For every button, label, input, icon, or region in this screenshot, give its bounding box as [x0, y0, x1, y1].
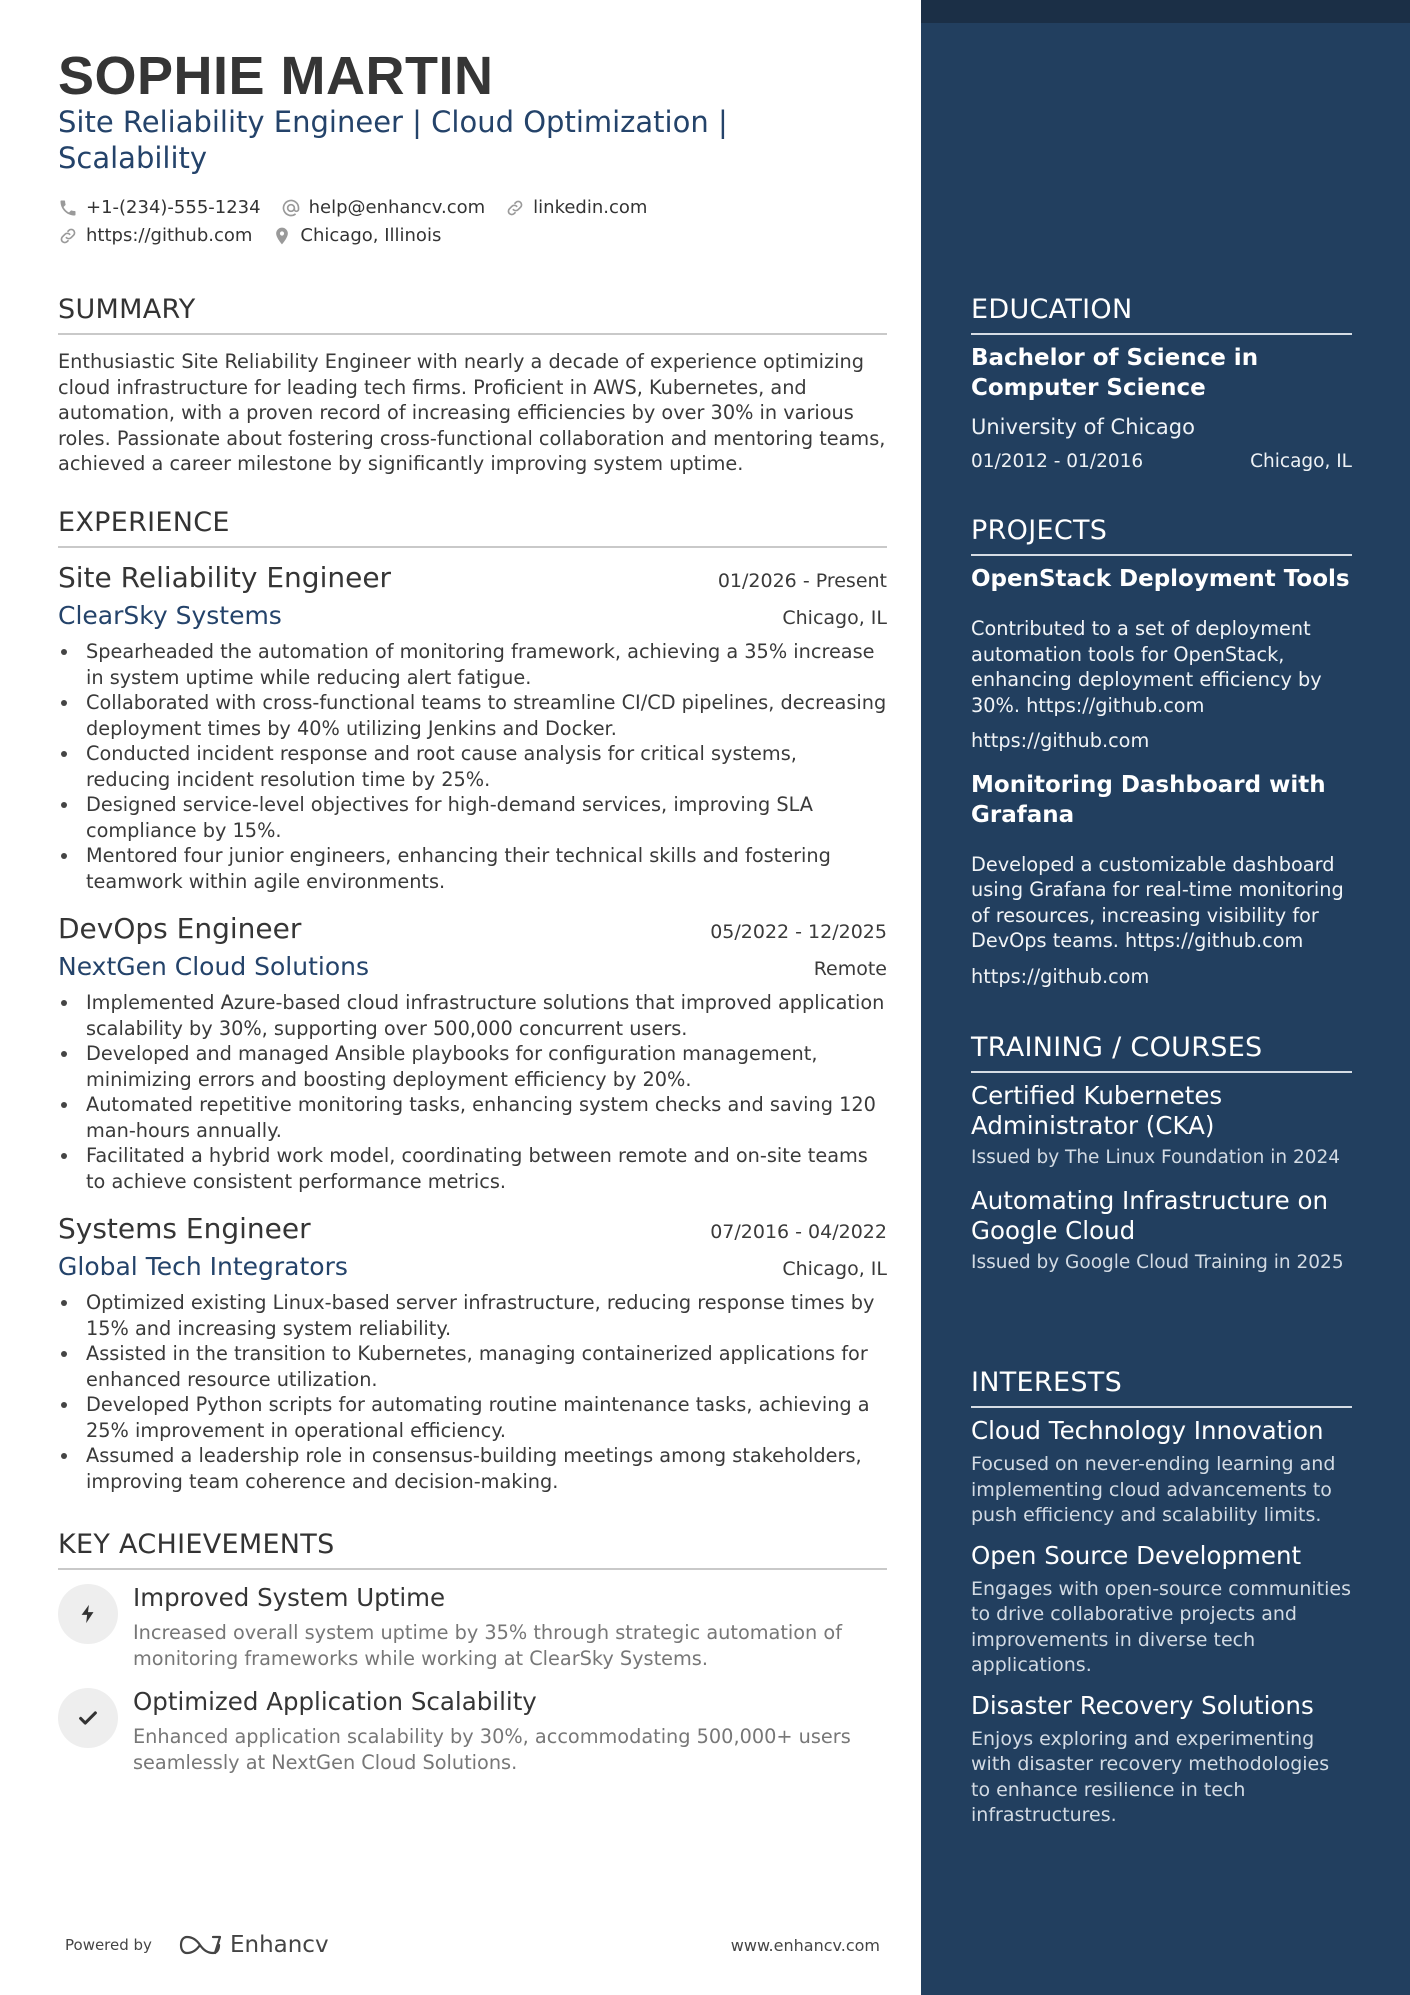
achievement-title: Improved System Uptime	[133, 1583, 446, 1612]
bullet-item: Spearheaded the automation of monitoring framework, achieving a 35% increase in system uptime while reducing alert fatigue.	[58, 639, 887, 690]
candidate-name: SOPHIE MARTIN	[58, 46, 494, 106]
interest-desc: Focused on never-ending learning and implementing cloud advancements to push efficiency and scalability limits.	[971, 1453, 1336, 1526]
training-section	[971, 1031, 1352, 1275]
training-title: Automating Infrastructure on Google Cloud	[971, 1186, 1328, 1245]
sidebar	[921, 0, 1410, 1995]
achievement-desc: Increased overall system uptime by 35% through strategic automation of monitoring frameworks while working at ClearSky Systems.	[133, 1621, 842, 1670]
project-desc: Contributed to a set of deployment automation tools for OpenStack, enhancing deployment efficiency by 30%. https://github.com	[971, 617, 1322, 717]
job-entry	[58, 912, 887, 1194]
bullet-item: Conducted incident response and root cause analysis for critical systems, reducing incident resolution time by 25%.	[58, 741, 887, 792]
job-entry	[58, 561, 887, 894]
linkedin-text: linkedin.com	[533, 197, 648, 218]
github-text: https://github.com	[86, 225, 253, 246]
interest-title: Open Source Development	[971, 1540, 1302, 1570]
enhancv-logo[interactable]	[178, 1932, 329, 1958]
education-section	[971, 293, 1352, 472]
job-dates: 05/2022 - 12/2025	[710, 921, 887, 943]
education-location: Chicago, IL	[1250, 451, 1352, 472]
link-icon	[505, 198, 525, 218]
footer	[65, 1930, 880, 1960]
education-degree: Bachelor of Science in Computer Science	[971, 345, 1259, 401]
bullet-item: Collaborated with cross-functional teams to streamline CI/CD pipelines, decreasing deployment times by 40% utilizing Jenkins and Docker.	[58, 690, 887, 741]
summary-heading: SUMMARY	[58, 293, 887, 335]
experience-heading: EXPERIENCE	[58, 506, 887, 548]
powered-by	[65, 1932, 329, 1958]
lightning-bolt-icon	[77, 1603, 99, 1625]
sidebar-top-band	[921, 0, 1410, 23]
projects-heading: PROJECTS	[971, 514, 1352, 556]
job-location: Remote	[813, 958, 887, 980]
bullet-item: Automated repetitive monitoring tasks, enhancing system checks and saving 120 man-hours annually.	[58, 1092, 887, 1143]
contact-info	[58, 194, 887, 250]
job-title: DevOps Engineer	[58, 912, 302, 945]
interest-desc: Engages with open-source communities to drive collaborative projects and improvements in diverse tech applications.	[971, 1577, 1351, 1676]
bullet-item: Optimized existing Linux-based server infrastructure, reducing response times by 15% and increasing system reliability.	[58, 1290, 887, 1341]
projects-section	[971, 514, 1352, 989]
training-issuer: Issued by Google Cloud Training in 2025	[971, 1252, 1344, 1273]
job-entry	[58, 1212, 887, 1494]
education-heading: EDUCATION	[971, 293, 1352, 335]
phone-icon	[58, 198, 78, 218]
contact-location	[272, 222, 441, 250]
project-title: OpenStack Deployment Tools	[971, 566, 1350, 592]
job-location: Chicago, IL	[782, 607, 887, 629]
project-desc: Developed a customizable dashboard using Grafana for real-time monitoring of resources, increasing visibility for DevOps teams. https://github.com	[971, 852, 1344, 952]
job-company: NextGen Cloud Solutions	[58, 952, 370, 981]
interests-section	[971, 1366, 1352, 1829]
training-heading: TRAINING / COURSES	[971, 1031, 1352, 1073]
enhancv-brand-text: Enhancv	[229, 1932, 329, 1958]
job-dates: 07/2016 - 04/2022	[710, 1221, 887, 1243]
interest-title: Cloud Technology Innovation	[971, 1416, 1324, 1445]
achievement-item	[58, 1582, 887, 1671]
job-bullets	[58, 1290, 887, 1494]
job-dates: 01/2026 - Present	[717, 570, 887, 592]
phone-text: +1-(234)-555-1234	[86, 197, 261, 218]
training-issuer: Issued by The Linux Foundation in 2024	[971, 1147, 1341, 1168]
powered-by-label: Powered by	[65, 1936, 152, 1954]
education-school: University of Chicago	[971, 415, 1195, 439]
interest-desc: Enjoys exploring and experimenting with disaster recovery methodologies to enhance resilience in tech infrastructures.	[971, 1727, 1330, 1826]
link-icon	[58, 226, 78, 246]
project-link[interactable]: https://github.com	[971, 729, 1150, 752]
contact-github[interactable]	[58, 222, 252, 250]
contact-phone[interactable]	[58, 194, 261, 222]
location-text: Chicago, Illinois	[300, 225, 442, 246]
bullet-item: Developed and managed Ansible playbooks for configuration management, minimizing errors and boosting deployment efficiency by 20%.	[58, 1041, 887, 1092]
project-title: Monitoring Dashboard with Grafana	[971, 771, 1326, 828]
bullet-item: Assumed a leadership role in consensus-building meetings among stakeholders, improving team coherence and decision-making.	[58, 1443, 887, 1494]
at-icon	[281, 198, 301, 218]
job-title: Site Reliability Engineer	[58, 561, 392, 594]
candidate-headline: Site Reliability Engineer | Cloud Optimization | Scalability	[58, 105, 728, 175]
summary-text: Enthusiastic Site Reliability Engineer with nearly a decade of experience optimizing cloud infrastructure for leading tech firms. Proficient in AWS, Kubernetes, and automation, with a proven record of increasing efficiencies by over 30% in various roles. Passionate about fostering cross-functional collaboration and mentoring teams, achieved a career milestone by significantly improving system uptime.	[58, 350, 886, 475]
bullet-item: Mentored four junior engineers, enhancing their technical skills and fostering teamwork within agile environments.	[58, 843, 887, 894]
project-link[interactable]: https://github.com	[971, 964, 1150, 988]
contact-email[interactable]	[281, 194, 486, 222]
achievement-desc: Enhanced application scalability by 30%, accommodating 500,000+ users seamlessly at NextGen Cloud Solutions.	[133, 1725, 851, 1774]
training-title: Certified Kubernetes Administrator (CKA)	[971, 1081, 1223, 1140]
contact-linkedin[interactable]	[505, 194, 647, 222]
enhancv-logo-icon	[178, 1934, 224, 1956]
bullet-item: Developed Python scripts for automating routine maintenance tasks, achieving a 25% improvement in operational efficiency.	[58, 1392, 887, 1443]
job-location: Chicago, IL	[782, 1258, 887, 1280]
job-title: Systems Engineer	[58, 1212, 311, 1245]
job-bullets	[58, 990, 887, 1194]
interest-title: Disaster Recovery Solutions	[971, 1690, 1314, 1720]
achievement-title: Optimized Application Scalability	[133, 1687, 537, 1716]
bullet-item: Assisted in the transition to Kubernetes, managing containerized applications for enhanced resource utilization.	[58, 1341, 887, 1392]
interests-heading: INTERESTS	[971, 1366, 1352, 1408]
education-dates: 01/2012 - 01/2016	[971, 451, 1144, 472]
job-bullets	[58, 639, 887, 894]
email-text: help@enhancv.com	[308, 197, 486, 218]
location-pin-icon	[272, 226, 292, 246]
bullet-item: Implemented Azure-based cloud infrastructure solutions that improved application scalability by 30%, supporting over 500,000 concurrent users.	[58, 990, 887, 1041]
job-company: Global Tech Integrators	[58, 1252, 348, 1281]
achievement-icon-badge	[58, 1688, 118, 1748]
job-company: ClearSky Systems	[58, 601, 282, 630]
bullet-item: Designed service-level objectives for high-demand services, improving SLA compliance by 15%.	[58, 792, 887, 843]
achievement-icon-badge	[58, 1584, 118, 1644]
bullet-item: Facilitated a hybrid work model, coordinating between remote and on-site teams to achieve consistent performance metrics.	[58, 1143, 887, 1194]
footer-website[interactable]: www.enhancv.com	[730, 1935, 880, 1955]
achievement-item	[58, 1686, 887, 1775]
achievements-heading: KEY ACHIEVEMENTS	[58, 1528, 887, 1570]
checkmark-icon	[77, 1707, 99, 1729]
